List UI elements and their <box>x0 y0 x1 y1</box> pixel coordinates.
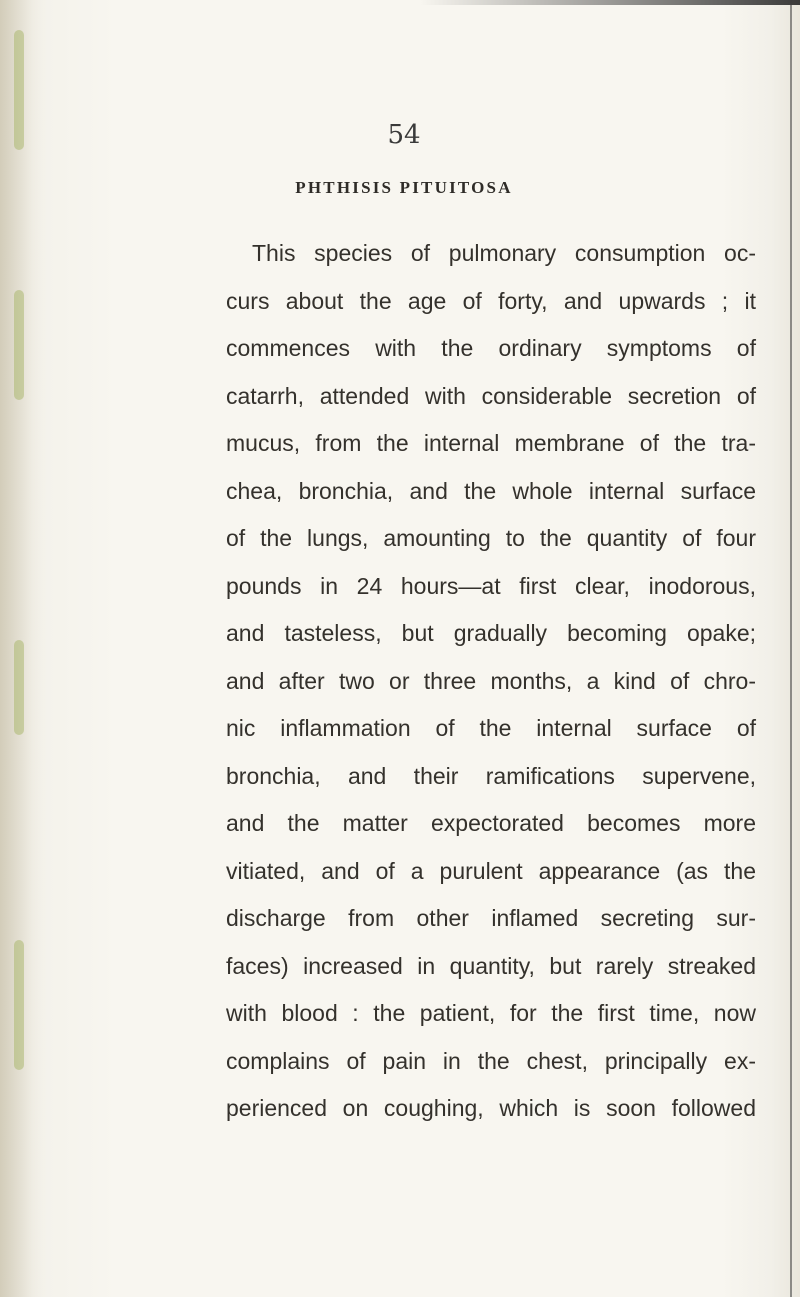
text-line: with blood : the patient, for the first time, now <box>226 1000 756 1026</box>
text-line: faces) increased in quantity, but rarely streaked <box>226 952 756 979</box>
text-line: and the matter expectorated becomes more <box>226 810 756 836</box>
page-right-edge <box>790 0 792 1297</box>
text-line: catarrh, attended with considerable secretion of <box>226 382 756 409</box>
text-line: pounds in 24 hours—at first clear, inodorous, <box>226 572 756 599</box>
text-line: perienced on coughing, which is soon followed <box>226 1095 756 1121</box>
text-line: chea, bronchia, and the whole internal surface <box>226 477 756 504</box>
text-line: vitiated, and of a purulent appearance (as the <box>226 857 756 884</box>
text-line: nic inflammation of the internal surface of <box>226 715 756 741</box>
text-line: discharge from other inflamed secreting sur- <box>226 905 756 931</box>
binding-mark <box>14 940 24 1070</box>
text-line: This species of pulmonary consumption oc- <box>252 240 756 266</box>
page-top-edge <box>420 0 800 5</box>
binding-mark <box>14 640 24 735</box>
page-number: 54 <box>387 120 421 150</box>
binding-mark <box>14 290 24 400</box>
text-line: mucus, from the internal membrane of the tra- <box>226 430 756 456</box>
text-line: and tasteless, but gradually becoming opake; <box>226 620 756 646</box>
text-line: bronchia, and their ramifications supervene, <box>226 762 756 789</box>
text-line: complains of pain in the chest, principally ex- <box>226 1047 756 1074</box>
text-line: and after two or three months, a kind of chro- <box>226 667 756 694</box>
binding-mark <box>14 30 24 150</box>
text-line: curs about the age of forty, and upwards ; it <box>226 287 756 314</box>
text-line: of the lungs, amounting to the quantity of four <box>226 525 756 551</box>
section-title: PHTHISIS PITUITOSA <box>295 178 513 197</box>
body-paragraph <box>226 230 756 1133</box>
text-line: commences with the ordinary symptoms of <box>226 335 756 361</box>
